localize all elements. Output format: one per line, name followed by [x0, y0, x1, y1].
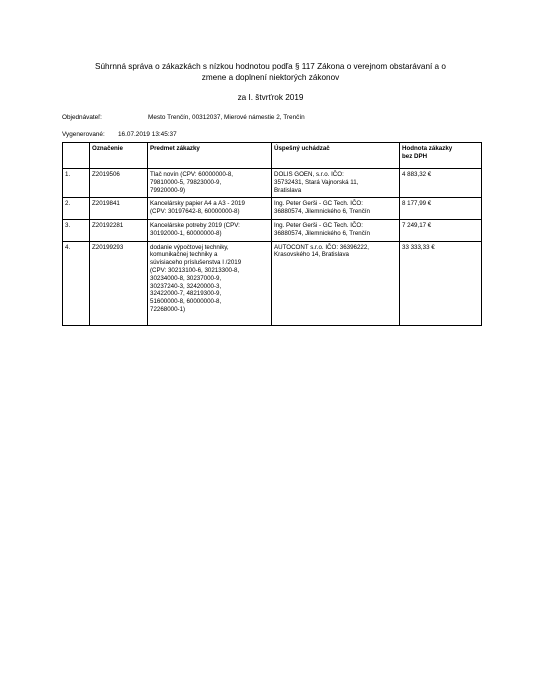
cell-subject: Tlač novín (CPV: 60000000-8, 79810000-5, 79823000-9, 79920000-9)	[148, 169, 272, 198]
cell-designation: Z2019841	[90, 198, 148, 220]
cell-bidder: AUTOCONT s.r.o. IČO: 36396222, Krasovského 14, Bratislava	[272, 241, 400, 325]
header-designation: Označenie	[90, 143, 148, 169]
cell-index: 3.	[63, 219, 90, 241]
cell-value: 33 333,33 €	[400, 241, 482, 325]
table-row	[63, 219, 482, 241]
cell-subject: Kancelársky papier A4 a A3 - 2019 (CPV: 30197642-8, 60000000-8)	[148, 198, 272, 220]
header-bidder: Úspešný uchádzač	[272, 143, 400, 169]
generated-label: Vygenerované:	[62, 131, 105, 138]
table-header-row	[63, 143, 482, 169]
generated-value: 16.07.2019 13:45:37	[118, 131, 177, 138]
cell-bidder: DOLIS GOEN, s.r.o. IČO: 35732431, Stará Vajnorská 11, Bratislava	[272, 169, 400, 198]
cell-designation: Z2019506	[90, 169, 148, 198]
cell-index: 2.	[63, 198, 90, 220]
table-row	[63, 198, 482, 220]
report-title-line-2: zmene a doplnení niektorých zákonov	[201, 73, 340, 82]
table-row	[63, 169, 482, 198]
cell-value: 8 177,99 €	[400, 198, 482, 220]
cell-designation: Z20192281	[90, 219, 148, 241]
header-index	[63, 143, 90, 169]
cell-bidder: Ing. Peter Gerši - GC Tech. IČO: 36880574, Jilemnického 6, Trenčín	[272, 219, 400, 241]
cell-designation: Z20199293	[90, 241, 148, 325]
cell-bidder: Ing. Peter Gerši - GC Tech. IČO: 36880574, Jilemnického 6, Trenčín	[272, 198, 400, 220]
client-label: Objednávateľ:	[62, 114, 102, 121]
cell-subject: Kancelárske potreby 2019 (CPV: 30192000-1, 60000000-8)	[148, 219, 272, 241]
header-subject: Predmet zákazky	[148, 143, 272, 169]
cell-index: 4.	[63, 241, 90, 325]
client-value: Mesto Trenčín, 00312037, Mierové námestie 2, Trenčín	[148, 114, 305, 121]
cell-subject: dodanie výpočtovej techniky, komunikačnej techniky a súvisiaceho príslušenstva I /2019 (CPV: 30213100-6, 30213300-8, 30234000-8, 30237000-9, 30237240-3, 32420000-3, 32422000-7, 48219300-9, 51600000-8, 60000000-8, 72268000-1)	[148, 241, 272, 325]
report-period: za I. štvrťrok 2019	[237, 93, 304, 102]
cell-value: 4 883,32 €	[400, 169, 482, 198]
contracts-table	[62, 142, 482, 326]
cell-value: 7 249,17 €	[400, 219, 482, 241]
report-title-line-1: Súhrnná správa o zákazkách s nízkou hodnotou podľa § 117 Zákona o verejnom obstarávaní a o	[95, 62, 446, 71]
header-value: Hodnota zákazky bez DPH	[400, 143, 482, 169]
cell-index: 1.	[63, 169, 90, 198]
table-row	[63, 241, 482, 325]
